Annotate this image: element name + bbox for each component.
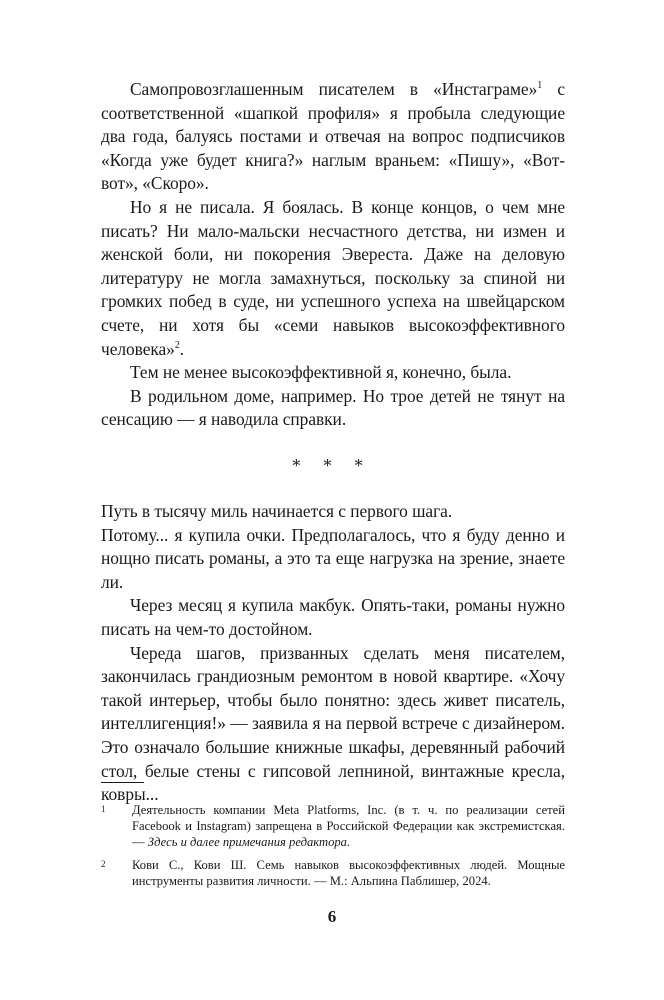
footnote-ref[interactable]: 1 (537, 80, 543, 92)
paragraph: Тем не менее высокоэффективной я, конечно, была. (130, 362, 512, 383)
footnote (101, 803, 565, 850)
paragraph: Путь в тысячу миль начинается с первого шага. (101, 501, 453, 521)
paragraph: Через месяц я купила макбук. Опять-таки, романы нужно писать на чем-то достойном. (101, 595, 565, 639)
footnote-text: Кови С., Кови Ш. Семь навыков высокоэффективных людей. Мощные инструменты развития личности. — М.: Альпина Паблишер, 2024. (132, 858, 565, 889)
footnote-divider (101, 782, 144, 783)
footnote-ref[interactable]: 2 (174, 339, 180, 351)
paragraph-text: Но я не писала. Я боялась. В конце концов, о чем мне писать? Ни мало-мальски несчастного детства, ни измен и женской боли, ни покорения Эвереста. Даже на деловую литературу не могла замахнуться, поскольку за спиной ни громких побед в суде, ни успешного успеха на швейцарском счете, ни хотя бы «семи навыков высокоэффективного человека» (101, 196, 565, 359)
paragraph: Череда шагов, призванных сделать меня писателем, закончилась грандиозным ремонтом в новой квартире. «Хочу такой интерьер, чтобы было понятно: здесь живет писатель, интеллигенция!» — заявила я на первой встрече с дизайнером. Это означало большие книжные шкафы, деревянный рабочий стол, белые стены с гипсовой лепниной, винтажные кресла, ковры... (101, 642, 565, 805)
paragraph-text: с соответственной «шапкой профиля» я пробыла следующие два года, балуясь постами и отвечая на вопрос подписчиков «Когда уже будет книга?» наглым враньем: «Пишу», «Вот-вот», «Скоро». (101, 79, 565, 194)
text-block-bottom (101, 500, 565, 807)
footnote-text: Деятельность компании Meta Platforms, Inc. (в т. ч. по реализации сетей Facebook и Instagram) запрещена в Российской Федерации как экстремистская. — (132, 803, 565, 849)
text-block-top (101, 78, 565, 432)
footnote-number: 1 (101, 804, 106, 814)
section-separator: * * * (292, 456, 372, 475)
paragraph-text: Самопровозглашенным писателем в «Инстаграме» (130, 79, 538, 99)
paragraph (101, 196, 565, 361)
paragraph: Потому... я купила очки. Предполагалось, что я буду денно и нощно писать романы, а это та еще нагрузка на зрение, знаете ли. (101, 524, 565, 592)
footnote (101, 858, 565, 890)
paragraph-text: . (179, 338, 185, 359)
paragraph (101, 78, 565, 196)
footnotes (101, 803, 565, 898)
footnote-italic: Здесь и далее примечания редактора. (147, 834, 351, 849)
paragraph: В родильном доме, например. Но трое детей не тянут на сенсацию — я наводила справки. (101, 385, 565, 430)
footnote-number: 2 (101, 859, 106, 870)
page-number: 6 (327, 907, 337, 926)
